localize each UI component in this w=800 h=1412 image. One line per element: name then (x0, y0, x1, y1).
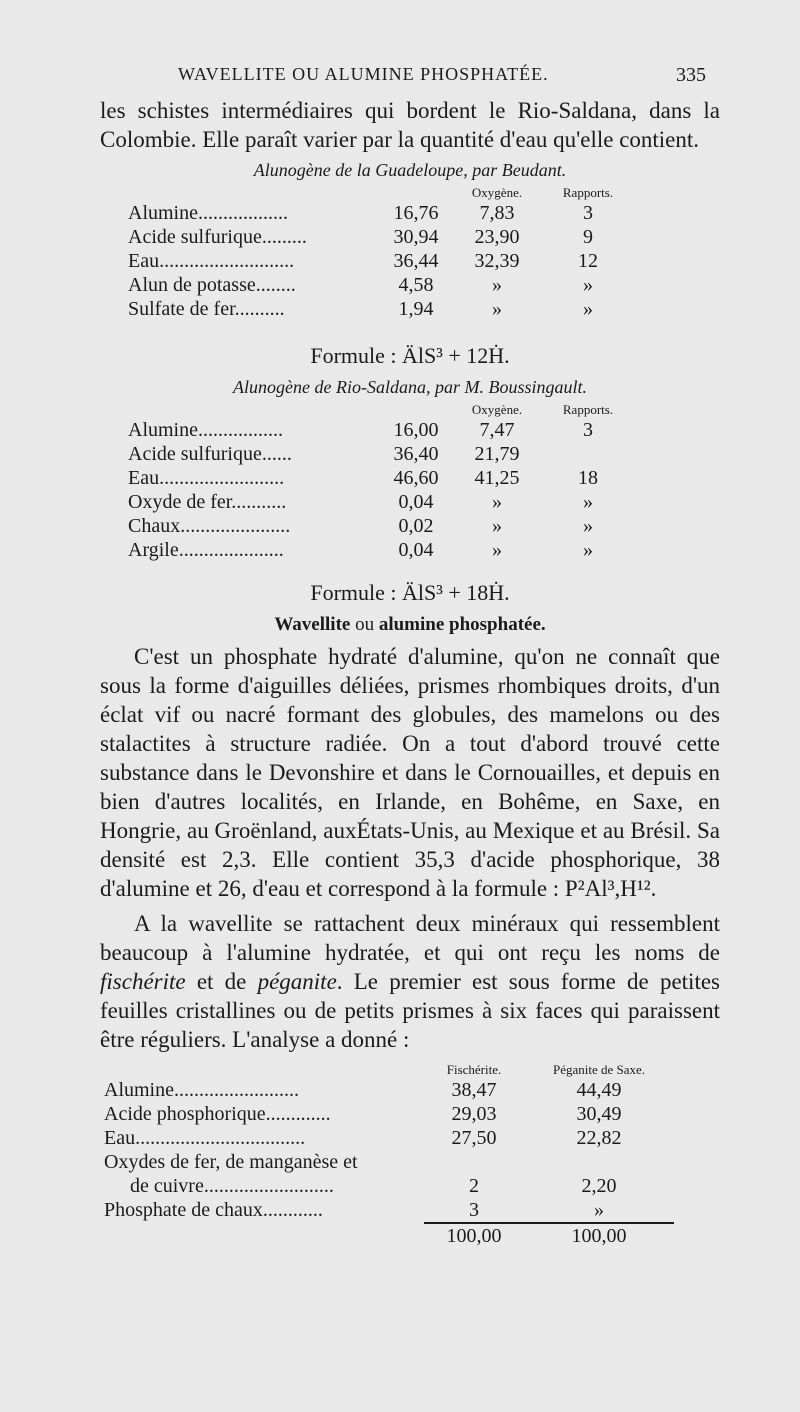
table1-formula: Formule : ÄlS³ + 12Ḣ. (310, 343, 510, 368)
table-row (128, 442, 634, 466)
row-value-fischerite: 27,50 (451, 1126, 497, 1149)
row-ratio: » (583, 514, 593, 537)
row-ratio: 12 (578, 249, 598, 272)
row-value-peganite: 30,49 (576, 1102, 622, 1125)
wavellite-paragraph: C'est un phosphate hydraté d'alumine, qu'on ne connaît que sous la forme d'aiguilles déliées, prismes rhombiques droits, d'un éclat vif ou nacré formant des globules, des mamelons ou des stalactites à structure radiée. On a tout d'abord trouvé cette substance dans le Devonshire et dans le Cornouailles, et depuis en bien d'autres localités, en Irlande, en Bohême, en Saxe, en Hongrie, au Groënland, auxÉtats-Unis, au Mexique et au Brésil. Sa densité est 2,3. Elle contient 35,3 d'acide phosphorique, 38 d'alumine et 26, d'eau et correspond à la formule : P²Al³,H¹². (100, 644, 720, 901)
row-value-fischerite: 2 (469, 1174, 479, 1197)
row-value-peganite: 2,20 (581, 1174, 617, 1197)
row-label: Oxydes de fer, de manganèse et (104, 1150, 358, 1173)
row-label: Phosphate de chaux............ (104, 1199, 323, 1221)
table1-header-ratios: Rapports. (562, 185, 614, 200)
row-ratio: » (583, 273, 593, 296)
table3-header-row (104, 1062, 674, 1078)
row-ratio: 3 (583, 418, 593, 441)
row-label: Eau.................................. (104, 1126, 306, 1149)
table-row (128, 273, 634, 297)
row-value: 0,02 (398, 514, 434, 537)
row-oxygen: » (492, 297, 502, 320)
row-oxygen: 7,47 (479, 418, 515, 441)
table2-header-row (128, 402, 634, 418)
term-peganite: péganite (257, 969, 337, 994)
row-label: Oxyde de fer........... (128, 490, 287, 513)
row-value: 36,40 (393, 442, 439, 465)
row-label: de cuivre.......................... (130, 1174, 334, 1197)
row-label: Argile..................... (128, 538, 284, 561)
row-value: 46,60 (393, 466, 439, 489)
table-row (104, 1150, 674, 1174)
table-row (128, 225, 634, 249)
table-row (104, 1174, 674, 1198)
row-oxygen: » (492, 538, 502, 561)
row-value-fischerite: 38,47 (451, 1078, 497, 1101)
intro-paragraph: les schistes intermédiaires qui bordent le Rio-Saldana, dans la Colombie. Elle paraît varier par la quantité d'eau qu'elle contient. (100, 98, 720, 152)
row-oxygen: » (492, 490, 502, 513)
row-oxygen: 21,79 (474, 442, 520, 465)
table-row (128, 418, 634, 442)
row-ratio: 18 (578, 466, 598, 489)
table-row (128, 249, 634, 273)
table1 (128, 185, 634, 321)
row-oxygen: » (492, 273, 502, 296)
table2-caption: Alunogène de Rio-Saldana, par M. Boussingault. (233, 377, 587, 397)
row-label: Alumine................. (128, 418, 283, 441)
row-value: 4,58 (398, 273, 434, 296)
row-ratio (542, 442, 634, 466)
row-ratio: » (583, 490, 593, 513)
table1-header-row (128, 185, 634, 201)
para2-mid: et de (185, 969, 258, 994)
row-oxygen: 23,90 (474, 225, 520, 248)
row-label: Eau......................... (128, 466, 285, 489)
row-oxygen: 7,83 (479, 201, 515, 224)
table3-header-peganite: Péganite de Saxe. (552, 1062, 646, 1077)
row-oxygen: 32,39 (474, 249, 520, 272)
table-row (128, 490, 634, 514)
row-ratio: » (583, 538, 593, 561)
table-row (104, 1078, 674, 1102)
para2-start: A la wavellite se rattachent deux minéraux qui ressemblent beaucoup à l'alumine hydratée, et qui ont reçu les noms de (100, 911, 720, 965)
row-value-peganite: 22,82 (576, 1126, 622, 1149)
row-value: 0,04 (398, 490, 434, 513)
row-value-peganite: 44,49 (576, 1078, 622, 1101)
row-value-fischerite (424, 1150, 524, 1174)
term-fischerite: fischérite (100, 969, 186, 994)
page-header (0, 60, 800, 90)
row-label: Alun de potasse........ (128, 273, 296, 296)
row-ratio: 3 (583, 201, 593, 224)
row-value: 1,94 (398, 297, 434, 320)
running-title: WAVELLITE OU ALUMINE PHOSPHATÉE. (178, 64, 549, 84)
row-value: 36,44 (393, 249, 439, 272)
page-body (100, 96, 720, 1248)
para2-end: . Le premier est sous forme de petites feuilles cristallines ou de petits prismes à six faces qui paraissent être réguliers. L'analyse a donné : (100, 969, 720, 1052)
row-ratio: 9 (583, 225, 593, 248)
row-label: Chaux...................... (128, 514, 291, 537)
table1-header-oxygen: Oxygène. (471, 185, 523, 200)
table2 (128, 402, 634, 562)
row-label: Sulfate de fer.......... (128, 297, 285, 320)
table-row (104, 1126, 674, 1150)
table2-header-oxygen: Oxygène. (471, 402, 523, 417)
row-value-peganite: » (594, 1198, 604, 1221)
row-label: Alumine.................. (128, 201, 288, 224)
row-value: 30,94 (393, 225, 439, 248)
row-label: Acide sulfurique...... (128, 442, 292, 465)
table2-header-ratios: Rapports. (562, 402, 614, 417)
total-peganite: 100,00 (524, 1223, 674, 1248)
table-row (128, 514, 634, 538)
section-title-connector: ou (355, 614, 375, 635)
table1-caption: Alunogène de la Guadeloupe, par Beudant. (253, 160, 567, 180)
row-value-peganite (524, 1150, 674, 1174)
row-oxygen: 41,25 (474, 466, 520, 489)
table-row (104, 1102, 674, 1126)
section-heading (100, 614, 720, 636)
table-row (128, 466, 634, 490)
row-ratio: » (583, 297, 593, 320)
table-row (128, 538, 634, 562)
row-value-fischerite: 29,03 (451, 1102, 497, 1125)
table-row (128, 297, 634, 321)
section-title-part1: Wavellite (274, 614, 351, 635)
row-label: Eau........................... (128, 249, 295, 272)
row-value: 16,76 (393, 201, 439, 224)
section-title-part2: alumine phosphatée. (378, 614, 546, 635)
row-value: 16,00 (393, 418, 439, 441)
row-label: Acide phosphorique............. (104, 1102, 331, 1125)
related-minerals-paragraph (100, 909, 720, 1054)
table-row (104, 1198, 674, 1223)
row-label: Acide sulfurique......... (128, 225, 307, 248)
row-label: Alumine......................... (104, 1078, 299, 1101)
table2-formula: Formule : ÄlS³ + 18Ḣ. (310, 580, 510, 605)
row-value: 0,04 (398, 538, 434, 561)
table3-header-fischerite: Fischérite. (446, 1062, 502, 1077)
table-row (128, 201, 634, 225)
page-number: 335 (676, 64, 706, 86)
total-fischerite: 100,00 (424, 1223, 524, 1248)
table3 (104, 1062, 674, 1248)
table3-totals-row (104, 1223, 674, 1248)
row-value-fischerite: 3 (469, 1198, 479, 1221)
row-oxygen: » (492, 514, 502, 537)
